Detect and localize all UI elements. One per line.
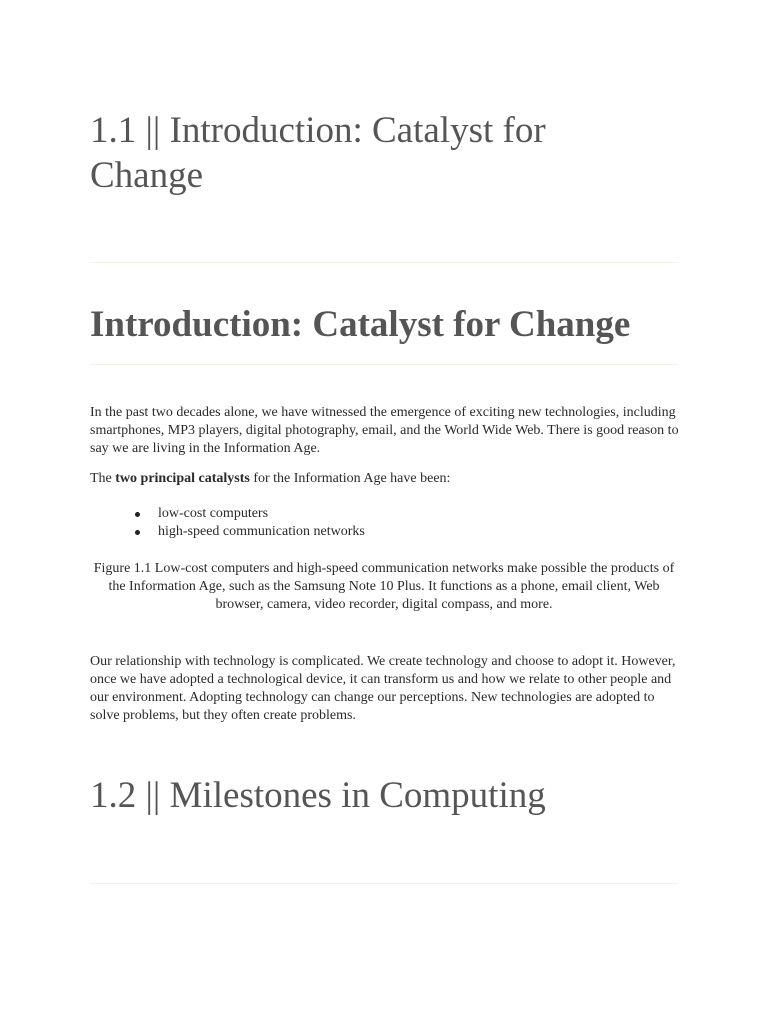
- divider: [90, 364, 678, 365]
- divider: [90, 883, 678, 884]
- bullet-icon: [135, 530, 140, 535]
- list-item: [90, 523, 365, 541]
- catalysts-list: [90, 505, 365, 541]
- section-heading-1-1: 1.1 || Introduction: Catalyst for Change: [90, 110, 546, 196]
- bullet-icon: [135, 512, 140, 517]
- catalysts-suffix: for the Information Age have been:: [249, 471, 451, 486]
- catalysts-prefix: The: [90, 471, 116, 486]
- technology-paragraph: Our relationship with technology is complicated. We create technology and choose to adopt it. However, once we have adopted a technological device, it can transform us and how we relate to other people and our environment. Adopting technology can change our perceptions. New technologies are adopted to solve problems, but they often create problems.: [90, 654, 676, 723]
- catalysts-paragraph: [90, 470, 680, 488]
- list-item: [90, 505, 365, 523]
- intro-paragraph: In the past two decades alone, we have witnessed the emergence of exciting new technologies, including smartphones, MP3 players, digital photography, email, and the World Wide Web. There is good reason to say we are living in the Information Age.: [90, 405, 679, 456]
- figure-caption: Figure 1.1 Low-cost computers and high-speed communication networks make possible the products of the Information Age, such as the Samsung Note 10 Plus. It functions as a phone, email client, Web browser, camera, video recorder, digital compass, and more.: [93, 561, 675, 612]
- section-heading-1-2: 1.2 || Milestones in Computing: [90, 775, 546, 816]
- article-title: Introduction: Catalyst for Change: [90, 304, 631, 345]
- divider: [90, 262, 678, 263]
- list-item-text: high-speed communication networks: [158, 524, 365, 539]
- catalysts-bold: two principal catalysts: [115, 471, 250, 486]
- list-item-text: low-cost computers: [158, 506, 269, 521]
